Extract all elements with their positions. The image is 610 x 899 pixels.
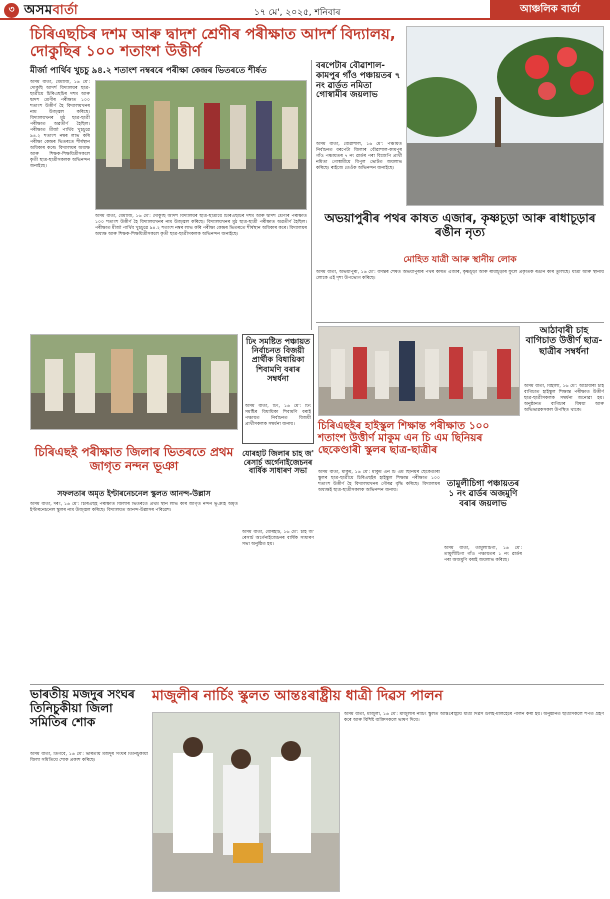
logo-text-1: অসম <box>24 3 53 18</box>
story6-photo <box>318 326 520 416</box>
story8-body: অসম বাৰ্তা, দৰং, ১৬ মে': চিৰিএছই পৰীক্ষাত জিলাৰ ভিতৰতে প্ৰথম স্থান লাভ কৰি জাগৃত নন্দন ভূঞাই অমৃত ইণ্টাৰনেচনেল স্কুলৰ নাম উজ্জ্বল কৰিছে। বিদ্যালয়ত আনন্দ-উল্লাসৰ পৰিৱেশ। <box>30 502 238 513</box>
dateline: ১৭ মে', ২০২৫, শনিবাৰ <box>254 8 341 18</box>
logo-text-2: বাৰ্তা <box>52 3 79 18</box>
story1-photo-image <box>96 81 307 210</box>
story10-body: অসম বাৰ্তা, ডিগবৈ, ১৬ মে': ভাৰতীয় মজদুৰ সংঘৰ তিনিচুকীয়া জিলা সমিতিয়ে শোক প্ৰকাশ কৰিছে। <box>30 752 148 763</box>
story7-headline: তামুলীচিগা পঞ্চায়তৰ ১ নং ৱাৰ্ডৰ অজমুণি বৰাৰ জয়লাভ <box>446 479 520 509</box>
story3-headline: অভয়াপুৰীৰ পথৰ কাষত এজাৰ, কৃষ্ণচূড়া আৰু ৰাধাচূড়াৰ ৰঙীন নৃত্য <box>324 211 596 239</box>
story4-body: অসম বাৰ্তা, বিহালী, ১৬ মে': আঠাবাৰী চাহ বাগিচাত হাইস্কুল শিক্ষান্ত পৰীক্ষাত উত্তীৰ্ণ ছাত্ৰ-ছাত্ৰীসকলক সম্বৰ্ধনা জনোৱা হয়। অনুষ্ঠানত বাগিচাৰ বিষয়া আৰু অভিভাৱকসকল উপস্থিত থাকে। <box>524 384 604 413</box>
story5-photo <box>30 334 238 430</box>
story11-headline: মাজুলীৰ নাৰ্চিং স্কুলত আন্তঃৰাষ্ট্ৰীয় ধাত্ৰী দিৱস পালন <box>152 688 443 704</box>
logo <box>24 1 78 22</box>
story3-photo <box>406 26 604 206</box>
story3-body: অসম বাৰ্তা, অভয়াপুৰী, ১৬ মে': বসন্তৰ শেষত অভয়াপুৰীৰ পথৰ কাষত এজাৰ, কৃষ্ণচূড়া আৰু ৰাধাচূড়াৰ ফুলে প্ৰকৃতিক ৰঙীন কৰি তুলিছে। যাত্ৰী আৰু স্থানীয় লোকে এই দৃশ্য উপভোগ কৰিছে। <box>316 270 604 281</box>
story2-body: অসম বাৰ্তা, বৌৱাশাল, ১৬ মে': পঞ্চায়ত নিৰ্বাচনত বৰপেটা জিলাৰ বৌৱাশাল-কামপুৰ গাঁও পঞ্চায়তৰ ৭ নং ৱাৰ্ডৰ পৰা বিজেপি প্ৰাৰ্থী নমিতা গোস্বামীয়ে বিপুল ভোটত জয়লাভ কৰিছে। ৰাইজে তেওঁক অভিনন্দন জনাইছে। <box>316 142 402 171</box>
story11-photo-image <box>153 713 340 892</box>
story10-headline: ভাৰতীয় মজদুৰ সংঘৰ তিনিচুকীয়া জিলা সমিতিৰ শোক <box>30 687 135 729</box>
story8-headline: চিৰিএছই পৰীক্ষাত জিলাৰ ভিতৰতে প্ৰথম জাগৃত নন্দন ভূঞা <box>34 445 234 473</box>
masthead <box>0 0 610 20</box>
story6-headline: চিৰিএছইৰ হাইস্কুল শিক্ষান্ত পৰীক্ষাত ১০০ শতাংশ উত্তীৰ্ণ মাকুম এন চি এম ছিনিয়ৰ ছেকেণ্ডাৰী স্কুলৰ ছাত্ৰ-ছাত্ৰীৰ <box>318 420 490 457</box>
story7-body: অসম বাৰ্তা, তামুলীচিগা, ১৬ মে': তামুলীচিগা গাঁও পঞ্চায়তৰ ১ নং ৱাৰ্ডৰ পৰা অজমুণি বৰাই জয়লাভ কৰিছে। <box>444 546 522 563</box>
story5-headline: ঢিং সমষ্টিত পঞ্চায়ত নিৰ্বাচনত বিজয়ী প্ৰাৰ্থীক বিধায়িকা শিবামণি বৰাৰ সম্বৰ্ধনা <box>245 337 311 383</box>
story1-photo <box>95 80 307 210</box>
story9-body: অসম বাৰ্তা, যোৰহাট, ১৬ মে': চাহ জ' ৰেসাৰ্চ অৰ্গেনাইজেচনৰ বাৰ্ষিক সাধাৰণ সভা অনুষ্ঠিত হয়। <box>242 530 314 547</box>
page-number: ৩ <box>4 3 19 18</box>
story4-headline: আঠাবাৰী চাহ বাগিচাত উত্তীৰ্ণ ছাত্ৰ-ছাত্ৰীৰ সম্বৰ্ধনা <box>525 326 603 357</box>
story5-photo-image <box>31 335 238 430</box>
story9-headline: যোৰহাট জিলাৰ চাহ জ' ৰেসাৰ্চ অৰ্গেনাইজেচনৰ বাৰ্ষিক সাধাৰণ সভা <box>242 449 314 476</box>
story11-photo <box>152 712 340 892</box>
story1-subhead: মীৰ্জা পাৰ্থিব খুচচু ৯৪.২ শতাংশ নম্বৰৰে পৰীক্ষা কেন্দ্ৰৰ ভিতৰতে শীৰ্ষত <box>30 66 267 76</box>
story1-body-right: অসম বাৰ্তা, ধেমাজি, ১৬ মে': দোকুছি আদৰ্শ বিদ্যালয়ৰ ছাত্ৰ-ছাত্ৰীয়ে চিৰিএছচিৰ দশম আৰু দ্বাদশ শ্ৰেণীৰ পৰীক্ষাত ১০০ শতাংশ উত্তীৰ্ণ হৈ বিদ্যালয়খনৰ নাম উজ্জ্বল কৰিছে। বিদ্যালয়খনৰ মুঠ ছাত্ৰ-ছাত্ৰী পৰীক্ষাত অৱতীৰ্ণ হৈছিল। পৰীক্ষাত মীৰ্জা পাৰ্থিব খুচচুৱে ৯৪.২ শতাংশ নম্বৰ লাভ কৰি পৰীক্ষা কেন্দ্ৰৰ ভিতৰতে শীৰ্ষস্থান অধিকাৰ কৰে। বিদ্যালয়ৰ অধ্যক্ষ আৰু শিক্ষক-শিক্ষয়িত্ৰীসকলে কৃতী ছাত্ৰ-ছাত্ৰীসকলক অভিনন্দন জনাইছে। <box>95 214 307 237</box>
story1-body: অসম বাৰ্তা, ধেমাজি, ১৬ মে': দোকুছি আদৰ্শ বিদ্যালয়ৰ ছাত্ৰ-ছাত্ৰীয়ে চিৰিএছচিৰ দশম আৰু দ্বাদশ শ্ৰেণীৰ পৰীক্ষাত ১০০ শতাংশ উত্তীৰ্ণ হৈ বিদ্যালয়খনৰ নাম উজ্জ্বল কৰিছে। বিদ্যালয়খনৰ মুঠ ছাত্ৰ-ছাত্ৰী পৰীক্ষাত অৱতীৰ্ণ হৈছিল। পৰীক্ষাত মীৰ্জা পাৰ্থিব খুচচুৱে ৯৪.২ শতাংশ নম্বৰ লাভ কৰি পৰীক্ষা কেন্দ্ৰৰ ভিতৰতে শীৰ্ষস্থান অধিকাৰ কৰে। বিদ্যালয়ৰ অধ্যক্ষ আৰু শিক্ষক-শিক্ষয়িত্ৰীসকলে কৃতী ছাত্ৰ-ছাত্ৰীসকলক অভিনন্দন জনাইছে। <box>30 80 90 169</box>
story6-body: অসম বাৰ্তা, মাকুম, ১৬ মে': মাকুম এন চি এম ছিনিয়ৰ ছেকেণ্ডাৰী স্কুলৰ ছাত্ৰ-ছাত্ৰীয়ে চিৰিএছইৰ হাইস্কুল শিক্ষান্ত পৰীক্ষাত ১০০ শতাংশ উত্তীৰ্ণ হৈ বিদ্যালয়খনৰ গৌৰৱ বৃদ্ধি কৰিছে। বিদ্যালয়ৰ অধ্যক্ষই ছাত্ৰ-ছাত্ৰীসকলক অভিনন্দন জনায়। <box>318 470 440 493</box>
column-rule-1 <box>311 60 312 330</box>
story3-photo-image <box>407 27 604 206</box>
horizontal-rule-2 <box>30 684 604 685</box>
section-tab: আঞ্চলিক বাৰ্তা <box>490 0 610 20</box>
story3-subhead: মোহিত যাত্ৰী আৰু স্থানীয় লোক <box>403 255 517 265</box>
story5-body: অসম বাৰ্তা, ঢিং, ১৬ মে': ঢিং সমষ্টিৰ বিধায়িকা শিবামণি বৰাই পঞ্চায়ত নিৰ্বাচনত বিজয়ী প্ৰাৰ্থীসকলক সম্বৰ্ধনা জনায়। <box>245 404 311 427</box>
horizontal-rule-1 <box>316 322 604 323</box>
story2-headline: বৰপেটাৰ বৌৱাশাল-কামপুৰ গাঁও পঞ্চায়তৰ ৭ নং ৱাৰ্ডত নমিতা গোস্বামীৰ জয়লাভ <box>316 61 401 101</box>
story6-photo-image <box>319 327 520 416</box>
story11-body: অসম বাৰ্তা, মাজুলী, ১৬ মে': মাজুলীৰ নাৰ্চিং স্কুলত আন্তঃৰাষ্ট্ৰীয় ধাত্ৰী দিৱস উলহ-মালহেৰে পালন কৰা হয়। অনুষ্ঠানত ছাত্ৰীসকলে শপত গ্ৰহণ কৰে আৰু বিশিষ্ট ব্যক্তিসকলে ভাষণ দিয়ে। <box>344 712 604 723</box>
story8-subhead: সফলতাৰ অমৃত ইণ্টাৰনেচনেল স্কুলত আনন্দ-উল্লাস <box>57 489 211 498</box>
story1-headline: চিৰিএছচিৰ দশম আৰু দ্বাদশ শ্ৰেণীৰ পৰীক্ষাত আদৰ্শ বিদ্যালয়, দোকুছিৰ ১০০ শতাংশ উত্তীৰ্ণ <box>30 25 396 61</box>
